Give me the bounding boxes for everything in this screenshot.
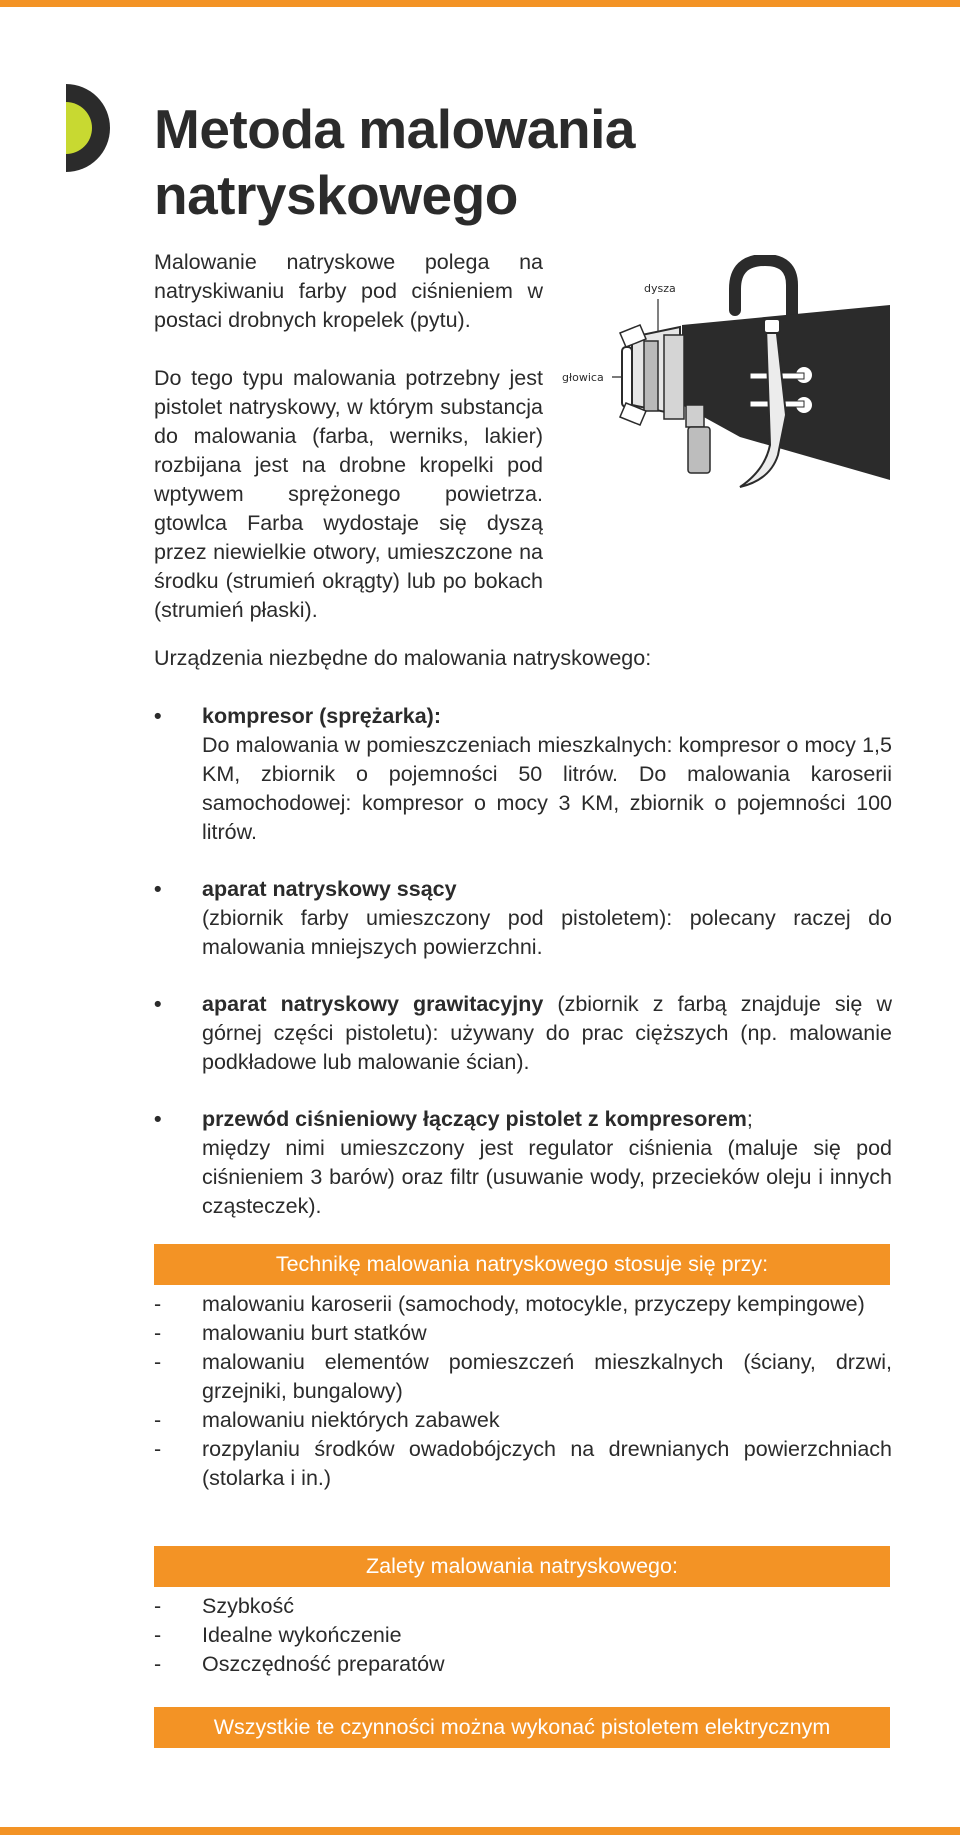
device-name-suffix: ; <box>746 1107 753 1131</box>
advantage-text: Szybkość <box>202 1594 295 1618</box>
advantage-text: Oszczędność preparatów <box>202 1652 445 1676</box>
use-text: rozpylaniu środków owadobójczych na drewnianych powierzchniach (stolarka i in.) <box>202 1437 892 1490</box>
device-description: (zbiornik z farbą znajduje się w górnej części pistoletu): używany do prac cięższych (np. malowanie podkładowe lub malowanie ścian). <box>202 992 893 1074</box>
dash: - <box>154 1623 162 1647</box>
list-item <box>154 1105 892 1221</box>
device-name: przewód ciśnieniowy łączący pistolet z kompresorem <box>202 1107 747 1131</box>
label-head: głowica <box>562 371 604 384</box>
list-item <box>154 990 892 1077</box>
uses-list <box>154 1290 892 1493</box>
list-item <box>154 1435 892 1493</box>
bullet: • <box>154 1107 162 1131</box>
bottom-accent-bar <box>0 1827 960 1835</box>
dash: - <box>154 1652 162 1676</box>
use-text: malowaniu elementów pomieszczeń mieszkalnych (ściany, drzwi, grzejniki, bungalowy) <box>202 1350 892 1403</box>
dash: - <box>154 1408 162 1432</box>
dash: - <box>154 1594 162 1618</box>
device-name: aparat natryskowy ssący <box>202 877 457 901</box>
dash: - <box>154 1292 162 1316</box>
intro-text <box>154 248 543 625</box>
uses-banner: Technikę malowania natryskowego stosuje się przy: <box>154 1244 890 1285</box>
top-accent-bar <box>0 0 960 7</box>
bullet: • <box>154 704 162 728</box>
device-description: Do malowania w pomieszczeniach mieszkalnych: kompresor o mocy 1,5 KM, zbiornik o pojemności 50 litrów. Do malowania karoserii samochodowej: kompresor o mocy 3 KM, zbiornik o pojemności 100 litrów. <box>202 733 892 844</box>
advantages-banner: Zalety malowania natryskowego: <box>154 1546 890 1587</box>
section-marker-icon <box>66 84 112 172</box>
list-item <box>154 1650 892 1679</box>
page-title: Metoda malowania natryskowego <box>154 98 635 226</box>
use-text: malowaniu burt statków <box>202 1321 427 1345</box>
list-item <box>154 1319 892 1348</box>
spray-gun-illustration <box>560 255 890 505</box>
list-item <box>154 1592 892 1621</box>
devices-heading: Urządzenia niezbędne do malowania natryskowego: <box>154 646 652 670</box>
list-item <box>154 875 892 962</box>
bullet: • <box>154 992 162 1016</box>
advantage-text: Idealne wykończenie <box>202 1623 402 1647</box>
dash: - <box>154 1321 162 1345</box>
advantages-list <box>154 1592 892 1679</box>
dash: - <box>154 1437 162 1461</box>
device-description: między nimi umieszczony jest regulator ciśnienia (maluje się pod ciśnieniem 3 barów) oraz filtr (usuwanie wody, przecieków oleju i innych cząsteczek). <box>202 1136 892 1218</box>
intro-paragraph-1: Malowanie natryskowe polega na natryskiwaniu farby pod ciśnieniem w postaci drobnych kropelek (pytu). <box>154 250 543 332</box>
dash: - <box>154 1350 162 1374</box>
list-item <box>154 1621 892 1650</box>
use-text: malowaniu karoserii (samochody, motocykle, przyczepy kempingowe) <box>202 1292 865 1316</box>
use-text: malowaniu niektórych zabawek <box>202 1408 500 1432</box>
label-nozzle: dysza <box>644 282 676 295</box>
bullet: • <box>154 877 162 901</box>
list-item <box>154 702 892 847</box>
list-item <box>154 1348 892 1406</box>
intro-paragraph-2: Do tego typu malowania potrzebny jest pistolet natryskowy, w którym substancja do malowania (farba, werniks, lakier) rozbijana jest na drobne kropelki pod wptywem sprężonego powietrza. gtowlca Farba wydostaje się dyszą przez niewielkie otwory, umieszczone na środku (strumień okrągty) lub po bokach (strumień płaski). <box>154 366 543 622</box>
device-name: kompresor (sprężarka): <box>202 704 441 728</box>
devices-list <box>154 702 892 1221</box>
device-description: (zbiornik farby umieszczony pod pistoletem): polecany raczej do malowania mniejszych powierzchni. <box>202 906 892 959</box>
list-item <box>154 1406 892 1435</box>
footer-banner: Wszystkie te czynności można wykonać pistoletem elektrycznym <box>154 1707 890 1748</box>
device-name: aparat natryskowy grawitacyjny <box>202 992 544 1016</box>
list-item <box>154 1290 892 1319</box>
